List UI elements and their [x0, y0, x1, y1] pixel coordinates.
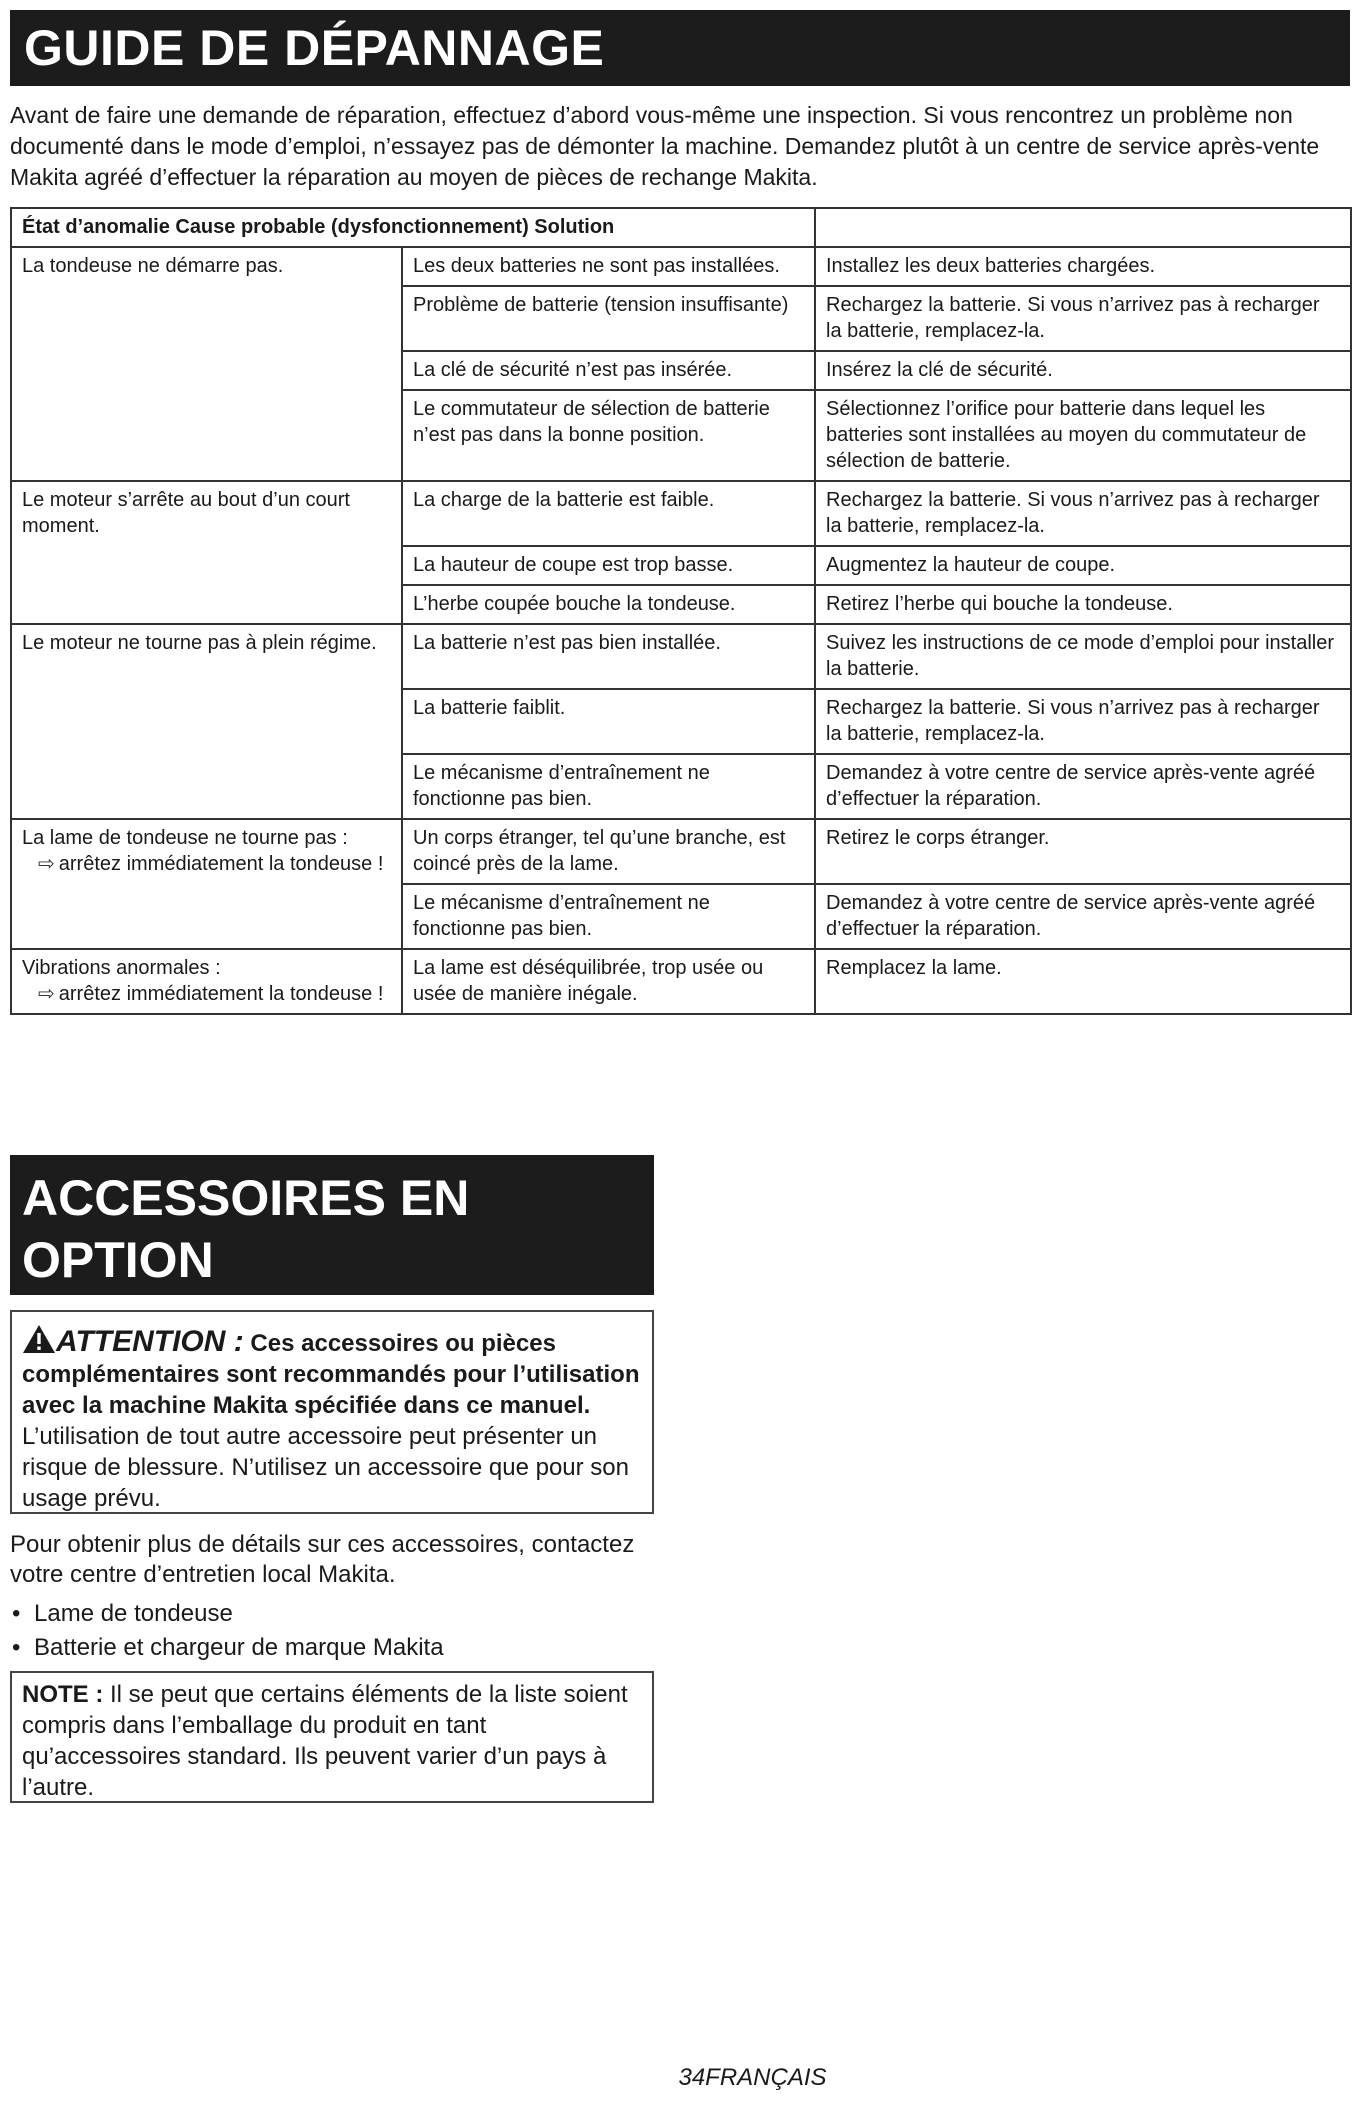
warning-triangle-icon — [22, 1324, 56, 1354]
solution-cell: Demandez à votre centre de service après-vente agréé d’effectuer la réparation. — [815, 754, 1351, 819]
arrow-right-icon: ⇨ — [38, 983, 55, 1005]
solution-cell: Demandez à votre centre de service après-vente agréé d’effectuer la réparation. — [815, 884, 1351, 949]
page-number: 34 — [678, 2064, 706, 2091]
table-row — [11, 481, 1351, 546]
solution-cell: Retirez le corps étranger. — [815, 819, 1351, 884]
table-header: État d’anomalie Cause probable (dysfonctionnement) Solution — [11, 208, 815, 247]
symptom-text: Le moteur s’arrête au bout d’un court moment. — [22, 489, 350, 537]
table-row — [11, 819, 1351, 884]
cause-cell: Les deux batteries ne sont pas installées. — [402, 247, 815, 286]
symptom-text: La lame de tondeuse ne tourne pas : — [22, 827, 348, 849]
solution-cell: Retirez l’herbe qui bouche la tondeuse. — [815, 585, 1351, 624]
symptom-cell — [11, 247, 402, 481]
attention-text: L’utilisation de tout autre accessoire peut présenter un risque de blessure. N’utilisez un accessoire que pour son usage prévu. — [22, 1423, 629, 1512]
cause-cell: La batterie n’est pas bien installée. — [402, 624, 815, 689]
cause-cell: Le mécanisme d’entraînement ne fonctionne pas bien. — [402, 754, 815, 819]
cause-cell: L’herbe coupée bouche la tondeuse. — [402, 585, 815, 624]
list-item: • Batterie et chargeur de marque Makita — [10, 1631, 444, 1665]
table-row — [11, 624, 1351, 689]
troubleshooting-table — [10, 207, 1352, 1015]
solution-cell: Suivez les instructions de ce mode d’emploi pour installer la batterie. — [815, 624, 1351, 689]
cause-cell: Le commutateur de sélection de batterie n’est pas dans la bonne position. — [402, 390, 815, 481]
accessories-title — [10, 1155, 654, 1295]
table-header-row — [11, 208, 1351, 247]
accessories-title-line2: OPTION — [22, 1232, 214, 1288]
cause-cell: La lame est déséquilibrée, trop usée ou usée de manière inégale. — [402, 949, 815, 1014]
list-item: • Lame de tondeuse — [10, 1597, 444, 1631]
attention-bold-text: Ces accessoires ou pièces complémentaires sont recommandés pour l’utilisation avec la machine Makita spécifiée dans ce manuel. — [22, 1330, 640, 1419]
attention-label: ATTENTION : — [56, 1325, 244, 1358]
symptom-text: Vibrations anormales : — [22, 957, 221, 979]
cause-cell: La batterie faiblit. — [402, 689, 815, 754]
solution-cell: Sélectionnez l’orifice pour batterie dans lequel les batteries sont installées au moyen du commutateur de sélection de batterie. — [815, 390, 1351, 481]
symptom-cell — [11, 624, 402, 819]
accessories-list — [10, 1597, 444, 1665]
note-box — [10, 1671, 654, 1803]
cause-cell: Un corps étranger, tel qu’une branche, est coincé près de la lame. — [402, 819, 815, 884]
note-label: NOTE : — [22, 1681, 104, 1708]
table-row — [11, 949, 1351, 1014]
cause-cell: La hauteur de coupe est trop basse. — [402, 546, 815, 585]
attention-box — [10, 1310, 654, 1514]
table-row — [11, 247, 1351, 286]
symptom-cell — [11, 819, 402, 949]
accessories-title-line1: ACCESSOIRES EN — [22, 1170, 470, 1226]
solution-cell: Rechargez la batterie. Si vous n’arrivez pas à recharger la batterie, remplacez-la. — [815, 286, 1351, 351]
page-footer — [0, 2064, 1364, 2092]
note-text: Il se peut que certains éléments de la liste soient compris dans l’emballage du produit en tant qu’accessoires standard. Ils peuvent varier d’un pays à l’autre. — [22, 1681, 628, 1801]
symptom-cell — [11, 949, 402, 1014]
solution-cell: Rechargez la batterie. Si vous n’arrivez pas à recharger la batterie, remplacez-la. — [815, 481, 1351, 546]
footer-language: FRANÇAIS — [705, 2064, 827, 2091]
stop-instruction: arrêtez immédiatement la tondeuse ! — [58, 853, 384, 875]
troubleshooting-title: GUIDE DE DÉPANNAGE — [10, 10, 1350, 86]
stop-instruction: arrêtez immédiatement la tondeuse ! — [58, 983, 384, 1005]
symptom-cell — [11, 481, 402, 624]
cause-cell: La charge de la batterie est faible. — [402, 481, 815, 546]
cause-cell: Le mécanisme d’entraînement ne fonctionne pas bien. — [402, 884, 815, 949]
symptom-text: La tondeuse ne démarre pas. — [22, 255, 284, 277]
solution-cell: Installez les deux batteries chargées. — [815, 247, 1351, 286]
solution-cell: Remplacez la lame. — [815, 949, 1351, 1014]
arrow-right-icon: ⇨ — [38, 853, 55, 875]
troubleshooting-intro: Avant de faire une demande de réparation, effectuez d’abord vous-même une inspection. Si vous rencontrez un problème non documenté dans le mode d’emploi, n’essayez pas de démonter la machine. Demandez plutôt à un centre de service après-vente Makita agréé d’effectuer la réparation au moyen de pièces de rechange Makita. — [10, 102, 1320, 190]
solution-cell: Rechargez la batterie. Si vous n’arrivez pas à recharger la batterie, remplacez-la. — [815, 689, 1351, 754]
solution-cell: Insérez la clé de sécurité. — [815, 351, 1351, 390]
cause-cell: La clé de sécurité n’est pas insérée. — [402, 351, 815, 390]
solution-cell: Augmentez la hauteur de coupe. — [815, 546, 1351, 585]
cause-cell: Problème de batterie (tension insuffisante) — [402, 286, 815, 351]
symptom-text: Le moteur ne tourne pas à plein régime. — [22, 632, 377, 654]
accessories-details: Pour obtenir plus de détails sur ces accessoires, contactez votre centre d’entretien local Makita. — [10, 1531, 635, 1588]
